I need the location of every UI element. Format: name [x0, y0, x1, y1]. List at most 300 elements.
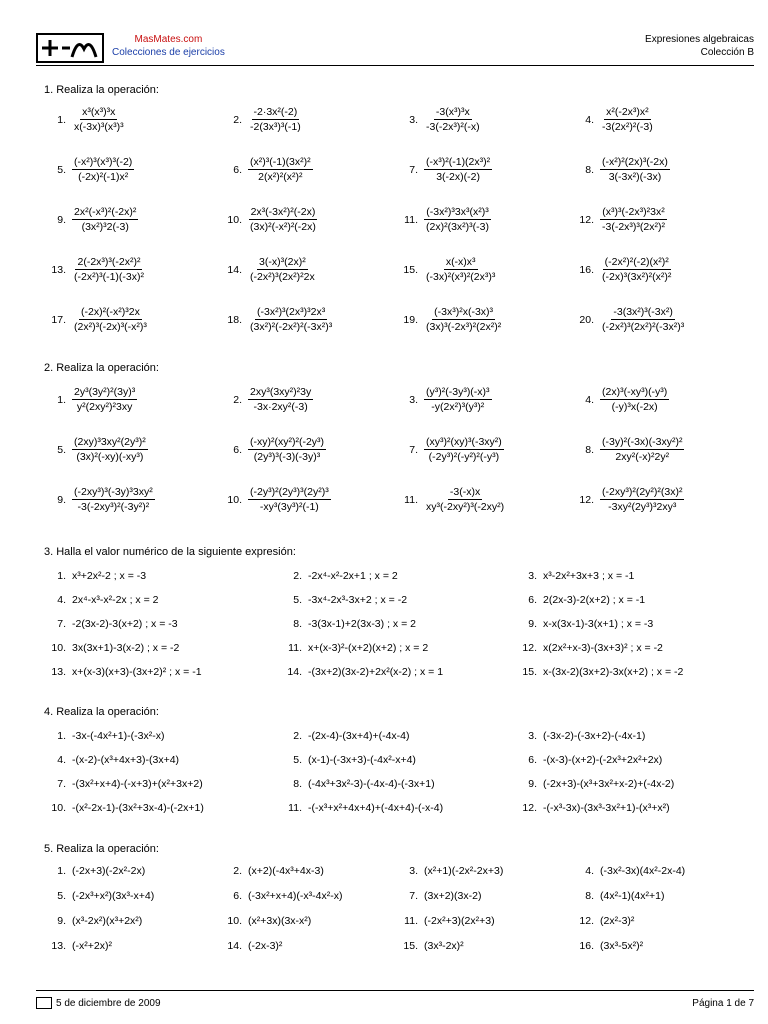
expression: (3x+2)(3x-2)	[424, 890, 482, 902]
exercise-item	[515, 778, 674, 790]
exercise-number: 3.	[409, 113, 418, 126]
exercise-number: 8.	[585, 163, 594, 176]
expression: x+(x-3)²-(x+2)(x+2) ; x = 2	[308, 642, 429, 654]
numerator: 2(-2x³)³(-2x²)²	[77, 256, 141, 268]
exercise-item	[44, 618, 178, 630]
header-rule	[36, 65, 754, 66]
exercise-item	[44, 754, 179, 766]
expression: (x²+3x)(3x-x²)	[248, 915, 312, 927]
exercise-number: 2.	[293, 570, 302, 582]
exercise-number: 9.	[528, 618, 537, 630]
numerator: -3(-x)x	[449, 486, 481, 498]
denominator: y²(2xy²)²3xy	[76, 401, 133, 413]
numerator: (-2x²)²(-2)(x²)²	[604, 256, 669, 268]
exercise-number: 10.	[227, 915, 242, 927]
exercise-item	[220, 306, 334, 333]
denominator: x(-3x)³(x³)³	[74, 121, 124, 133]
numerator: (-3x²)³3x³(x²)³	[426, 206, 489, 218]
exercise-number: 4.	[585, 865, 594, 877]
expression: (3x³-5x²)²	[600, 940, 644, 952]
exercise-item	[44, 778, 203, 790]
fraction	[72, 156, 134, 183]
exercise-number: 3.	[409, 393, 418, 406]
exercise-number: 9.	[57, 493, 66, 506]
brand	[112, 33, 225, 59]
exercise-item	[396, 386, 492, 413]
fraction	[424, 106, 482, 133]
numerator: 2x³(-3x²)²(-2x)	[250, 206, 316, 218]
exercise-number: 6.	[233, 163, 242, 176]
exercise-number: 11.	[404, 213, 418, 226]
fraction	[248, 256, 317, 283]
exercise-item	[396, 436, 504, 463]
numerator: 3(-x)³(2x)²	[259, 256, 306, 268]
fraction	[600, 256, 673, 283]
footer-page: Página 1 de 7	[692, 998, 754, 1009]
exercise-item	[220, 206, 318, 233]
exercise-number: 11.	[288, 802, 302, 814]
exercise-number: 5.	[57, 443, 66, 456]
exercise-item	[572, 106, 655, 133]
exercise-number: 8.	[293, 778, 302, 790]
fraction	[72, 436, 148, 463]
expression: -(3x²+x+4)-(-x+3)+(x²+3x+2)	[72, 778, 203, 790]
exercise-item	[44, 436, 148, 463]
exercise-item	[396, 865, 503, 877]
exercise-number: 12.	[522, 642, 537, 654]
exercise-item	[515, 642, 663, 654]
exercise-item	[396, 156, 492, 183]
exercise-number: 16.	[579, 263, 594, 276]
exercise-item	[44, 106, 126, 133]
exercise-number: 10.	[227, 493, 242, 506]
exercise-item	[220, 106, 303, 133]
denominator: -3(-2x³)²(-x)	[426, 121, 480, 133]
expression: (-3x²+x+4)(-x³-4x²-x)	[248, 890, 343, 902]
expression: -3(3x-1)+2(3x-3) ; x = 2	[308, 618, 416, 630]
exercise-number: 14.	[287, 666, 302, 678]
denominator: (-2x²)³(2x²)²2x	[250, 271, 315, 283]
numerator: (-3x³)²x(-3x)³	[434, 306, 494, 318]
exercise-number: 1.	[57, 113, 66, 126]
exercise-item	[396, 940, 464, 952]
exercise-item	[44, 206, 138, 233]
exercise-item	[220, 436, 326, 463]
expression: x+(x-3)(x+3)-(3x+2)² ; x = -1	[72, 666, 202, 678]
section-5-title: 5. Realiza la operación:	[44, 843, 159, 855]
exercise-item	[515, 730, 645, 742]
exercise-number: 18.	[227, 313, 242, 326]
expression: x³+2x²-2 ; x = -3	[72, 570, 147, 582]
exercise-number: 6.	[233, 443, 242, 456]
expression: -(3x+2)(3x-2)+2x²(x-2) ; x = 1	[308, 666, 444, 678]
numerator: x²(-2x³)x²	[606, 106, 649, 118]
exercise-item	[515, 618, 653, 630]
exercise-item	[572, 890, 664, 902]
numerator: 2y³(3y²)²(3y)³	[74, 386, 136, 398]
numerator: (-2x)²(-x²)³2x	[80, 306, 140, 318]
exercise-item	[396, 890, 481, 902]
exercise-number: 1.	[57, 393, 66, 406]
numerator: (y³)²(-3y³)(-x)³	[426, 386, 490, 398]
exercise-item	[515, 802, 670, 814]
expression: -2x⁴-x²-2x+1 ; x = 2	[308, 570, 398, 582]
exercise-number: 6.	[233, 890, 242, 902]
exercise-item	[220, 156, 313, 183]
fraction	[600, 106, 655, 133]
denominator: 2xy²(-x)²2y²	[615, 451, 670, 463]
denominator: 3(-3x²)(-3x)	[608, 171, 662, 183]
expression: -(x-3)-(x+2)-(-2x³+2x²+2x)	[543, 754, 663, 766]
fraction	[72, 106, 126, 133]
exercise-item	[572, 156, 670, 183]
denominator: -xy³(3y³)²(-1)	[259, 501, 319, 513]
exercise-number: 4.	[57, 594, 66, 606]
expression: (4x²-1)(4x²+1)	[600, 890, 665, 902]
denominator: (2y³)³(-3)(-3y)³	[253, 451, 321, 463]
exercise-number: 3.	[528, 730, 537, 742]
exercise-item	[515, 666, 683, 678]
denominator: (3x²)²(-2x²)²(-3x²)³	[250, 321, 333, 333]
exercise-item	[44, 594, 158, 606]
fraction	[424, 206, 491, 233]
exercise-item	[44, 156, 134, 183]
exercise-number: 13.	[51, 940, 66, 952]
fraction	[72, 306, 149, 333]
numerator: (2x)³(-xy³)(-y³)	[602, 386, 668, 398]
exercise-number: 5.	[57, 890, 66, 902]
expression: (-2x²+3)(2x²+3)	[424, 915, 495, 927]
exercise-item	[220, 890, 343, 902]
fraction	[600, 156, 670, 183]
exercise-number: 4.	[585, 393, 594, 406]
fraction	[600, 486, 684, 513]
expression: (x-1)-(-3x+3)-(-4x²-x+4)	[308, 754, 416, 766]
exercise-item	[220, 486, 331, 513]
fraction	[424, 436, 504, 463]
exercise-item	[44, 802, 204, 814]
exercise-item	[572, 256, 673, 283]
section-4-title: 4. Realiza la operación:	[44, 706, 159, 718]
section-3-title: 3. Halla el valor numérico de la siguiente expresión:	[44, 546, 296, 558]
exercise-number: 5.	[293, 594, 302, 606]
exercise-number: 3.	[409, 865, 418, 877]
exercise-number: 3.	[528, 570, 537, 582]
numerator: (-x³)²(-1)(2x³)²	[426, 156, 491, 168]
fraction	[72, 386, 137, 413]
exercise-item	[280, 754, 416, 766]
denominator: (3x²)³2(-3)	[81, 221, 129, 233]
exercise-item	[220, 865, 324, 877]
exercise-item	[280, 778, 435, 790]
denominator: -3x·2xy²(-3)	[253, 401, 308, 413]
exercise-number: 7.	[57, 778, 66, 790]
exercise-item	[280, 570, 398, 582]
numerator: (xy³)²(xy)³(-3xy²)	[426, 436, 502, 448]
footer-rule	[36, 990, 754, 991]
exercise-number: 11.	[404, 915, 418, 927]
fraction	[72, 256, 146, 283]
numerator: (2xy)³3xy²(2y³)²	[74, 436, 146, 448]
exercise-number: 6.	[528, 754, 537, 766]
exercise-number: 7.	[57, 618, 66, 630]
exercise-item	[44, 386, 137, 413]
expression: (x+2)(-4x³+4x-3)	[248, 865, 324, 877]
fraction	[600, 436, 684, 463]
section-1-title: 1. Realiza la operación:	[44, 84, 159, 96]
footer-date: 5 de diciembre de 2009	[56, 998, 161, 1009]
exercise-item	[44, 890, 154, 902]
exercise-number: 12.	[522, 802, 537, 814]
expression: -2(3x-2)-3(x+2) ; x = -3	[72, 618, 178, 630]
exercise-number: 10.	[51, 642, 66, 654]
fraction	[248, 206, 318, 233]
exercise-number: 7.	[409, 443, 418, 456]
denominator: (-2x²)³(2x²)²(-3x²)³	[602, 321, 685, 333]
numerator: (-x²)²(2x)³(-2x)	[602, 156, 668, 168]
fraction	[248, 436, 326, 463]
exercise-item	[572, 915, 634, 927]
expression: -(-x³+x²+4x+4)+(-4x+4)-(-x-4)	[308, 802, 444, 814]
numerator: (-2xy³)²(2y²)²(3x)²	[602, 486, 683, 498]
fraction	[424, 386, 492, 413]
exercise-number: 2.	[233, 113, 242, 126]
expression: 2x⁴-x³-x²-2x ; x = 2	[72, 594, 159, 606]
denominator: -y(2x²)³(y³)²	[431, 401, 485, 413]
denominator: (3x)³(-2x³)²(2x²)²	[426, 321, 502, 333]
fraction	[248, 386, 313, 413]
expression: -3x⁴-2x³-3x+2 ; x = -2	[308, 594, 408, 606]
expression: (-3x²-3x)(4x²-2x-4)	[600, 865, 686, 877]
denominator: -2(3x³)³(-1)	[250, 121, 301, 133]
exercise-number: 16.	[579, 940, 594, 952]
exercise-item	[515, 594, 645, 606]
exercise-number: 12.	[579, 213, 594, 226]
expression: (-x²+2x)²	[72, 940, 112, 952]
exercise-number: 10.	[51, 802, 66, 814]
expression: (-2x+3)-(x³+3x²+x-2)+(-4x-2)	[543, 778, 675, 790]
expression: (3x³-2x)²	[424, 940, 464, 952]
denominator: 3(-2x)(-2)	[436, 171, 480, 183]
denominator: 2(x²)²(x²)²	[258, 171, 303, 183]
exercise-number: 15.	[403, 263, 418, 276]
denominator: (-2x)³(3x²)²(x²)²	[602, 271, 672, 283]
numerator: x(-x)x³	[445, 256, 476, 268]
exercise-number: 12.	[579, 493, 594, 506]
fraction	[72, 206, 138, 233]
exercise-item	[572, 386, 669, 413]
exercise-item	[44, 940, 112, 952]
expression: -(-x³-3x)-(3x³-3x²+1)-(x³+x²)	[543, 802, 670, 814]
expression: (-2x³+x²)(3x³-x+4)	[72, 890, 155, 902]
exercise-number: 8.	[293, 618, 302, 630]
exercise-item	[396, 486, 506, 513]
exercise-number: 14.	[227, 940, 242, 952]
numerator: (-2xy³)³(-3y)³3xy²	[74, 486, 153, 498]
denominator: (-3x)²(x³)²(2x³)³	[426, 271, 496, 283]
denominator: (3x)²(-xy)(-xy³)	[76, 451, 144, 463]
fraction	[600, 206, 667, 233]
fraction	[72, 486, 155, 513]
denominator: (3x)²(-x²)²(-2x)	[250, 221, 316, 233]
numerator: (-3y)²(-3x)(-3xy²)²	[602, 436, 683, 448]
exercise-number: 5.	[293, 754, 302, 766]
exercise-item	[44, 642, 179, 654]
exercise-number: 7.	[409, 890, 418, 902]
header-meta	[645, 33, 754, 59]
expression: (-3x-2)-(-3x+2)-(-4x-1)	[543, 730, 646, 742]
numerator: (-xy)²(xy²)²(-2y³)	[250, 436, 325, 448]
section-2-title: 2. Realiza la operación:	[44, 362, 159, 374]
fraction	[424, 486, 506, 513]
exercise-item	[220, 256, 317, 283]
denominator: -3xy²(2y³)³2xy³	[608, 501, 677, 513]
site-link[interactable]: MasMates.com	[134, 34, 203, 45]
numerator: 2x²(-x³)²(-2x)²	[74, 206, 137, 218]
exercise-number: 15.	[522, 666, 537, 678]
exercise-item	[44, 306, 149, 333]
fraction	[248, 156, 313, 183]
expression: 3x(3x+1)-3(x-2) ; x = -2	[72, 642, 180, 654]
exercise-item	[44, 865, 145, 877]
exercise-number: 4.	[585, 113, 594, 126]
expression: (x²+1)(-2x²-2x+3)	[424, 865, 504, 877]
footer-logo	[36, 997, 52, 1009]
denominator: (-y)³x(-2x)	[611, 401, 658, 413]
exercise-item	[572, 206, 667, 233]
numerator: (-2y³)²(2y³)³(2y²)³	[250, 486, 329, 498]
expression: -(x-2)-(x³+4x+3)-(3x+4)	[72, 754, 180, 766]
expression: (-2x+3)(-2x²-2x)	[72, 865, 146, 877]
exercise-number: 2.	[293, 730, 302, 742]
exercise-number: 9.	[57, 915, 66, 927]
page-header	[0, 0, 768, 70]
exercise-number: 1.	[57, 865, 66, 877]
site-subtitle: Colecciones de ejercicios	[112, 47, 225, 58]
exercise-number: 8.	[585, 890, 594, 902]
topic-title: Expresiones algebraicas	[645, 34, 754, 45]
exercise-number: 8.	[585, 443, 594, 456]
denominator: (-2x²)³(-1)(-3x)²	[74, 271, 144, 283]
exercise-number: 11.	[288, 642, 302, 654]
exercise-item	[44, 915, 142, 927]
exercise-item	[396, 306, 503, 333]
fraction	[424, 306, 503, 333]
exercise-item	[515, 754, 662, 766]
exercise-number: 11.	[404, 493, 418, 506]
exercise-number: 1.	[57, 730, 66, 742]
expression: 2(2x-3)-2(x+2) ; x = -1	[543, 594, 646, 606]
expression: x(2x²+x-3)-(3x+3)² ; x = -2	[543, 642, 663, 654]
exercise-item	[396, 206, 491, 233]
fraction	[248, 486, 331, 513]
fraction	[424, 256, 497, 283]
masmates-logo	[36, 33, 104, 63]
expression: (-4x³+3x²-3)-(-4x-4)-(-3x+1)	[308, 778, 435, 790]
exercise-item	[280, 618, 416, 630]
exercise-number: 2.	[233, 393, 242, 406]
exercise-item	[396, 256, 497, 283]
denominator: (-2x)²(-1)x²	[78, 171, 129, 183]
exercise-number: 7.	[409, 163, 418, 176]
expression: x-x(3x-1)-3(x+1) ; x = -3	[543, 618, 654, 630]
fraction	[424, 156, 492, 183]
exercise-number: 2.	[233, 865, 242, 877]
exercise-item	[280, 666, 443, 678]
exercise-number: 17.	[51, 313, 66, 326]
exercise-item	[572, 865, 685, 877]
expression: -3x-(-4x²+1)-(-3x²-x)	[72, 730, 165, 742]
exercise-item	[280, 730, 410, 742]
exercise-item	[44, 486, 155, 513]
exercise-item	[280, 642, 428, 654]
fraction	[248, 106, 303, 133]
exercise-item	[44, 666, 202, 678]
exercise-item	[572, 940, 643, 952]
exercise-item	[572, 436, 684, 463]
numerator: -3(x³)³x	[435, 106, 470, 118]
numerator: (x³)³(-2x³)²3x²	[602, 206, 665, 218]
exercise-number: 13.	[51, 666, 66, 678]
numerator: -3(3x²)³(-3x²)	[613, 306, 673, 318]
exercise-number: 6.	[528, 594, 537, 606]
exercise-item	[396, 106, 482, 133]
expression: (-2x-3)²	[248, 940, 283, 952]
exercise-item	[280, 594, 407, 606]
denominator: (-2y³)²(-y²)²(-y³)	[428, 451, 500, 463]
exercise-item	[515, 570, 634, 582]
numerator: (-3x²)³(2x³)³2x³	[256, 306, 326, 318]
exercise-item	[44, 256, 146, 283]
denominator: -3(2x²)²(-3)	[602, 121, 653, 133]
exercise-number: 14.	[227, 263, 242, 276]
exercise-item	[572, 486, 684, 513]
collection-label: Colección B	[700, 47, 754, 58]
fraction	[600, 386, 669, 413]
fraction	[248, 306, 334, 333]
expression: -(2x-4)-(3x+4)+(-4x-4)	[308, 730, 410, 742]
exercise-item	[220, 386, 313, 413]
denominator: (2x)²(3x²)³(-3)	[426, 221, 489, 233]
denominator: (2x²)³(-2x)³(-x²)³	[74, 321, 147, 333]
exercise-item	[572, 306, 686, 333]
numerator: x³(x³)³x	[82, 106, 116, 118]
exercise-number: 1.	[57, 570, 66, 582]
expression: x-(3x-2)(3x+2)-3x(x+2) ; x = -2	[543, 666, 684, 678]
numerator: -2·3x²(-2)	[253, 106, 298, 118]
expression: (x³-2x²)(x³+2x²)	[72, 915, 143, 927]
exercise-number: 9.	[528, 778, 537, 790]
exercise-number: 20.	[579, 313, 594, 326]
denominator: -3(-2xy³)²(-3y²)²	[77, 501, 150, 513]
exercise-number: 10.	[227, 213, 242, 226]
exercise-item	[396, 915, 495, 927]
denominator: -3(-2x³)³(2x²)²	[602, 221, 665, 233]
exercise-item	[44, 570, 146, 582]
exercise-number: 9.	[57, 213, 66, 226]
numerator: 2xy³(3xy²)²3y	[250, 386, 312, 398]
numerator: (-x²)³(x³)³(-2)	[74, 156, 133, 168]
expression: (2x²-3)²	[600, 915, 635, 927]
exercise-number: 13.	[51, 263, 66, 276]
exercise-number: 4.	[57, 754, 66, 766]
exercise-number: 12.	[579, 915, 594, 927]
exercise-item	[280, 802, 443, 814]
exercise-number: 15.	[403, 940, 418, 952]
exercise-item	[220, 940, 282, 952]
exercise-number: 19.	[403, 313, 418, 326]
exercise-item	[44, 730, 164, 742]
